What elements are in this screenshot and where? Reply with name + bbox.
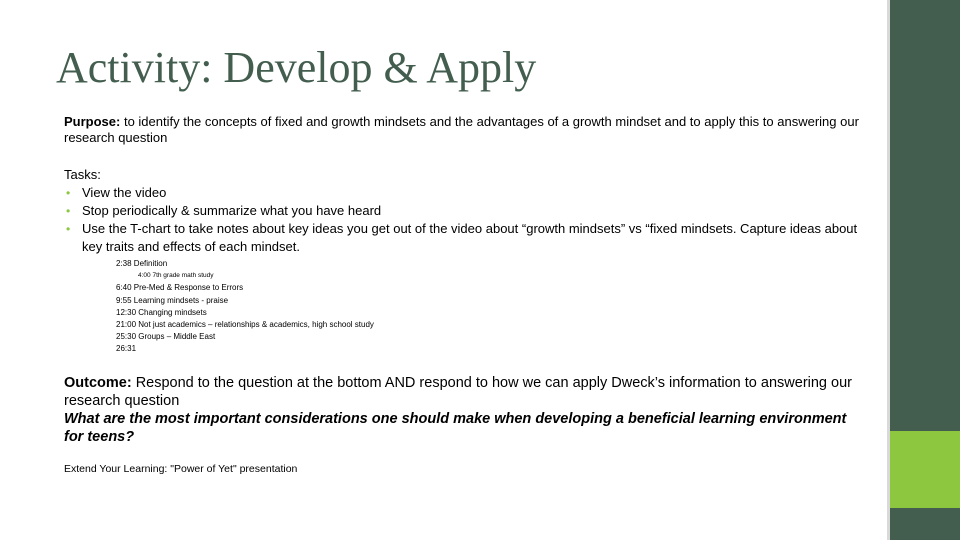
outcome-label: Outcome: [64,374,132,391]
timestamp-item: 12:30 Changing mindsets [116,307,207,317]
timestamp-item: 4:00 7th grade math study [138,272,214,280]
sidebar-accent-block [890,431,960,508]
slide-body [64,114,864,476]
bullet-icon: • [66,222,71,236]
task-item [64,202,864,220]
task-text: Use the T-chart to take notes about key ideas you get out of the video about “growth mindsets” vs “fixed mindsets. Capture ideas about key traits and effects of each mindset. [82,221,858,254]
outcome-text: Respond to the question at the bottom AND respond to how we can apply Dweck’s information to answering our research question [64,374,852,409]
timestamp-item: 9:55 Learning mindsets - praise [116,295,229,305]
bullet-icon: • [66,186,71,200]
timestamp-item: 6:40 Pre-Med & Response to Errors [116,283,244,293]
task-text: View the video [82,185,167,200]
timestamp-item: 21:00 Not just academics – relationships & academics, high school study [116,320,374,330]
research-question: What are the most important considerations one should make when developing a beneficial learning environment for teens? [64,410,847,445]
task-text: Stop periodically & summarize what you have heard [82,203,382,218]
outcome-paragraph [64,374,864,410]
timestamp-item: 25:30 Groups – Middle East [116,332,216,342]
purpose-paragraph [64,114,864,146]
task-item [64,220,864,256]
bullet-icon: • [66,204,71,218]
sidebar-band-bottom [890,508,960,540]
task-item [64,184,864,202]
extend-learning-note: Extend Your Learning: "Power of Yet" presentation [64,462,298,475]
purpose-text: to identify the concepts of fixed and growth mindsets and the advantages of a growth mindset and to apply this to answering our research question [64,114,859,145]
timestamp-item: 26:31 [116,344,137,354]
tasks-heading: Tasks: [64,167,101,182]
sidebar-band-top [890,0,960,431]
purpose-label: Purpose: [64,114,121,129]
video-timestamps [116,258,864,356]
timestamp-item: 2:38 Definition [116,259,168,268]
task-list [64,184,864,256]
slide-title: Activity: Develop & Apply [56,43,537,92]
